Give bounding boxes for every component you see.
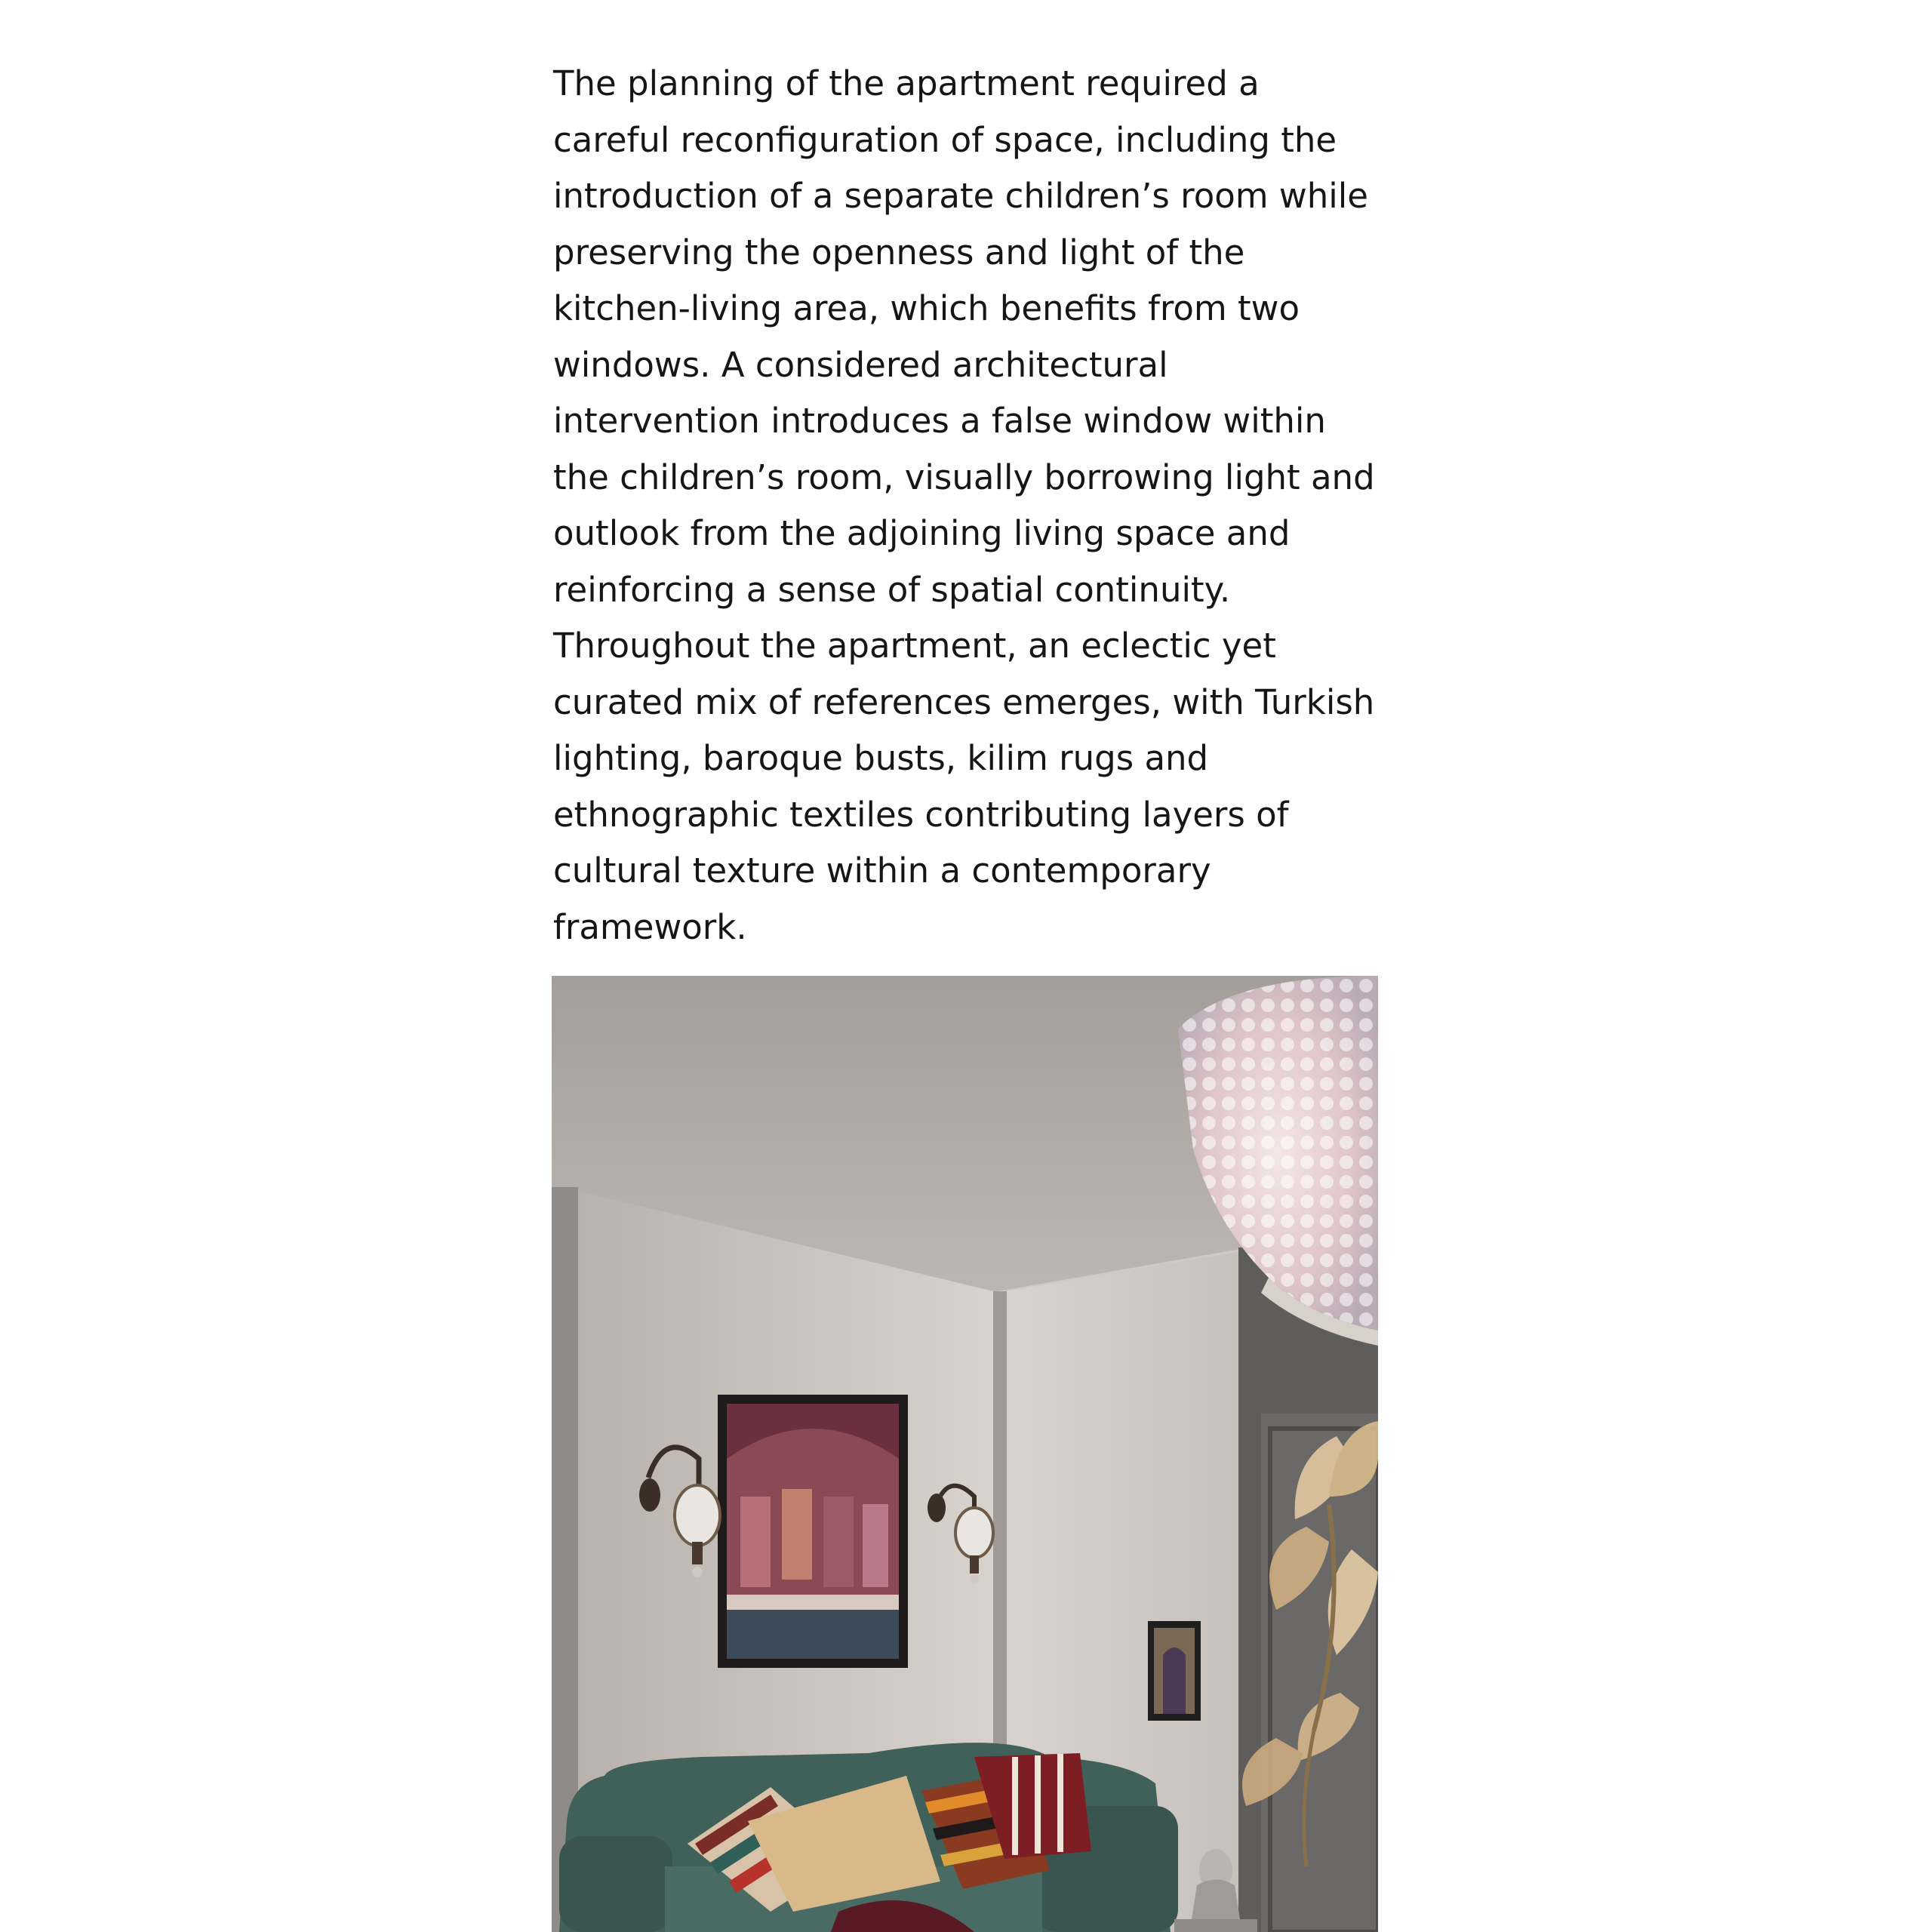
article-paragraph: The planning of the apartment required a careful reconfiguration of space, including the introduction of a separate children’s room while preserving the openness and light of the kitchen-living area, which benefits from two windows. A considered architectural intervention introduces a false window within the children’s room, visually borrowing light and outlook from the adjoining living space and reinforcing a sense of spatial continuity. Throughout the apartment, an eclectic yet curated mix of references emerges, with Turkish lighting, baroque busts, kilim rugs and ethnographic textiles contributing layers of cultural texture within a contemporary framework. xyxy=(553,63,1375,947)
article-content xyxy=(553,0,1377,955)
interior-photo xyxy=(552,976,1378,1932)
interior-photo-illustration xyxy=(552,976,1378,1932)
